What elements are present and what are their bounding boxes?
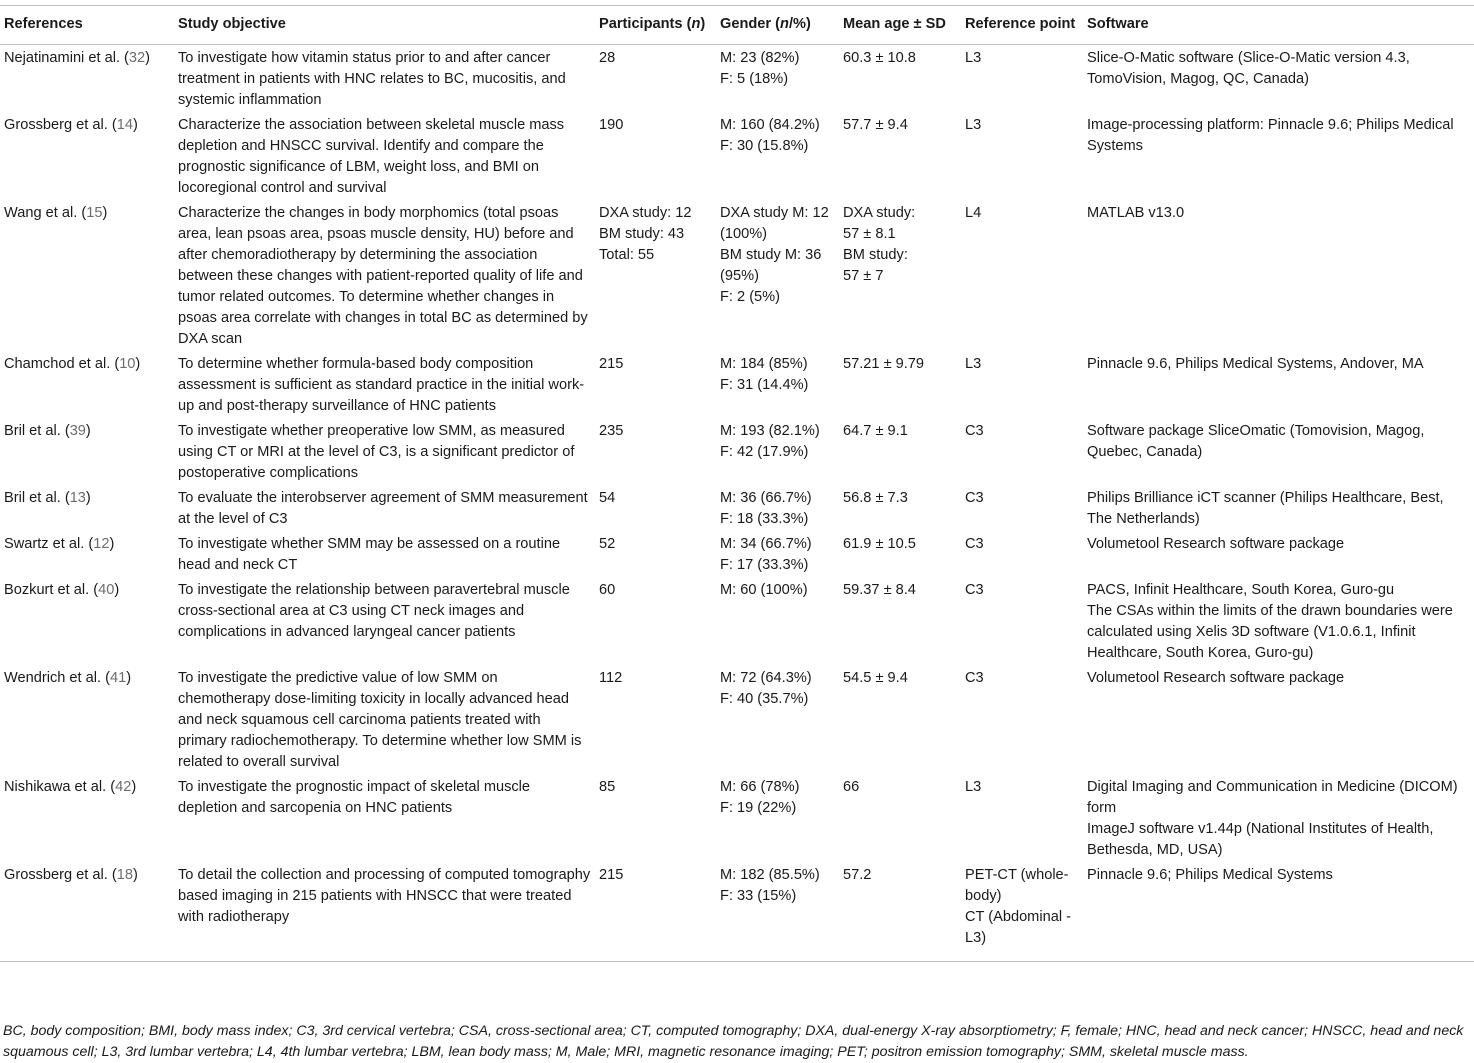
header-mean-age: Mean age ± SD (839, 6, 961, 45)
cell-age (839, 862, 961, 962)
citation-link[interactable]: 41 (109, 670, 127, 686)
author-text: Bril et al. ( (4, 490, 70, 506)
gender-line: M: 72 (64.3%) (720, 670, 812, 686)
cell-study-objective: To evaluate the interobserver agreement of SMM measurement at the level of C3 (178, 490, 588, 527)
reference-point-line: PET-CT (whole-body) (965, 867, 1069, 904)
cell-gender (716, 351, 839, 418)
citation-link[interactable]: 42 (115, 779, 132, 795)
cell-reference-point (961, 200, 1083, 351)
header-gender-n: n (780, 16, 789, 32)
software-line: MATLAB v13.0 (1087, 205, 1185, 221)
participants-line: 54 (599, 490, 616, 506)
cell-software (1083, 45, 1474, 113)
cell-reference (0, 418, 174, 485)
header-reference-point: Reference point (961, 6, 1083, 45)
gender-line: M: 60 (100%) (720, 582, 808, 598)
citation-link[interactable]: 15 (86, 205, 103, 221)
table-row (0, 577, 1474, 665)
author-text: Bozkurt et al. ( (4, 582, 99, 598)
table-body (0, 45, 1474, 962)
table-row (0, 485, 1474, 531)
citation-link[interactable]: 18 (116, 867, 133, 883)
gender-line: F: 40 (35.7%) (720, 691, 809, 707)
software-line: Pinnacle 9.6; Philips Medical Systems (1087, 867, 1333, 883)
software-line: PACS, Infinit Healthcare, South Korea, Guro-gu (1087, 582, 1395, 598)
cell-reference-point (961, 112, 1083, 200)
citation-close: ) (102, 205, 108, 221)
age-line: 61.9 ± 10.5 (843, 536, 916, 552)
cell-study-objective: Characterize the association between skeletal muscle mass depletion and HNSCC survival. Identify and compare the prognostic significance of LBM, weight loss, and BMI on locoregional control and survival (178, 117, 565, 196)
gender-line: M: 182 (85.5%) (720, 867, 820, 883)
reference-point-line: C3 (965, 670, 984, 686)
software-line: Image-processing platform: Pinnacle 9.6; Philips Medical Systems (1087, 117, 1454, 154)
cell-software (1083, 351, 1474, 418)
cell-reference-point (961, 665, 1083, 774)
cell-participants (595, 531, 716, 577)
age-line: DXA study: (843, 205, 916, 221)
cell-study-objective: To investigate the prognostic impact of skeletal muscle depletion and sarcopenia on HNC patients (178, 779, 531, 816)
citation-link[interactable]: 39 (69, 423, 86, 439)
citation-close: ) (131, 779, 137, 795)
gender-line: F: 18 (33.3%) (720, 511, 809, 527)
software-line: Software package SliceOmatic (Tomovision, Magog, Quebec, Canada) (1087, 423, 1425, 460)
software-line: Philips Brilliance iCT scanner (Philips Healthcare, Best, The Netherlands) (1087, 490, 1444, 527)
author-text: Nejatinamini et al. ( (4, 50, 129, 66)
cell-reference (0, 665, 174, 774)
participants-line: 215 (599, 356, 624, 372)
gender-line: F: 2 (5%) (720, 289, 781, 305)
participants-line: Total: 55 (599, 247, 655, 263)
participants-line: 215 (599, 867, 624, 883)
cell-reference (0, 862, 174, 962)
cell-reference (0, 45, 174, 113)
cell-study-objective: To investigate the predictive value of low SMM on chemotherapy dose-limiting toxicity in locally advanced head and neck squamous cell carcinoma patients treated with primary radiochemotherapy. To determine whether low SMM is related to overall survival (178, 670, 582, 770)
citation-close: ) (132, 117, 138, 133)
cell-reference-point (961, 418, 1083, 485)
table-row (0, 418, 1474, 485)
cell-reference (0, 351, 174, 418)
author-text: Bril et al. ( (4, 423, 70, 439)
table-row (0, 862, 1474, 962)
author-text: Grossberg et al. ( (4, 117, 117, 133)
cell-gender (716, 112, 839, 200)
cell-study-objective: To investigate how vitamin status prior to and after cancer treatment in patients with HNC relates to BC, mucositis, and systemic inflammation (178, 50, 566, 108)
citation-link[interactable]: 40 (98, 582, 115, 598)
author-text: Swartz et al. ( (4, 536, 94, 552)
header-references: References (0, 6, 174, 45)
software-line: Digital Imaging and Communication in Medicine (DICOM) form (1087, 779, 1458, 816)
header-gender-close: /%) (788, 16, 811, 32)
age-line: 57.21 ± 9.79 (843, 356, 925, 372)
citation-link[interactable]: 12 (93, 536, 110, 552)
cell-reference-point (961, 351, 1083, 418)
cell-participants (595, 665, 716, 774)
cell-age (839, 200, 961, 351)
cell-reference (0, 531, 174, 577)
citation-link[interactable]: 14 (116, 117, 133, 133)
participants-line: DXA study: 12 (599, 205, 692, 221)
cell-reference-point (961, 45, 1083, 113)
cell-participants (595, 112, 716, 200)
header-row (0, 6, 1474, 45)
cell-reference-point (961, 577, 1083, 665)
reference-point-line: L3 (965, 356, 982, 372)
citation-link[interactable]: 32 (128, 50, 146, 66)
cell-participants (595, 351, 716, 418)
cell-study-objective: To investigate whether SMM may be assessed on a routine head and neck CT (178, 536, 561, 573)
table-row (0, 45, 1474, 113)
header-participants-text: Participants ( (599, 16, 692, 32)
cell-gender (716, 774, 839, 862)
cell-gender (716, 862, 839, 962)
citation-link[interactable]: 13 (69, 490, 86, 506)
table-header (0, 6, 1474, 45)
cell-study-objective: To investigate the relationship between paravertebral muscle cross-sectional area at C3 using CT neck images and complications in advanced laryngeal cancer patients (178, 582, 570, 640)
reference-point-line: C3 (965, 536, 984, 552)
participants-line: 85 (599, 779, 616, 795)
cell-age (839, 485, 961, 531)
participants-line: 235 (599, 423, 624, 439)
gender-line: M: 34 (66.7%) (720, 536, 812, 552)
cell-age (839, 418, 961, 485)
cell-reference-point (961, 862, 1083, 962)
participants-line: BM study: 43 (599, 226, 685, 242)
gender-line: DXA study M: 12 (100%) (720, 205, 829, 242)
age-line: 60.3 ± 10.8 (843, 50, 916, 66)
cell-study-objective: To detail the collection and processing of computed tomography based imaging in 215 patients with HNSCC that were treated with radiotherapy (174, 862, 595, 962)
cell-reference (0, 112, 174, 200)
header-study-objective: Study objective (174, 6, 595, 45)
age-line: 57.2 (843, 867, 872, 883)
cell-age (839, 351, 961, 418)
cell-software (1083, 665, 1474, 774)
author-text: Chamchod et al. ( (4, 356, 120, 372)
gender-line: M: 36 (66.7%) (720, 490, 812, 506)
age-line: 57 ± 7 (843, 268, 884, 284)
citation-close: ) (126, 670, 132, 686)
cell-reference (0, 774, 174, 862)
cell-gender (716, 577, 839, 665)
citation-close: ) (132, 867, 138, 883)
cell-participants (595, 45, 716, 113)
table-row (0, 112, 1474, 200)
table-footnote: BC, body composition; BMI, body mass index; C3, 3rd cervical vertebra; CSA, cross-sectional area; CT, computed tomography; DXA, dual-energy X-ray absorptiometry; F, female; HNC, head and neck cancer; HNSCC, head and neck squamous cell; L3, 3rd lumbar vertebra; L4, 4th lumbar vertebra; LBM, lean body mass; M, Male; MRI, magnetic resonance imaging; PET; positron emission tomography; SMM, skeletal muscle mass. (3, 1023, 1464, 1060)
cell-software (1083, 862, 1474, 962)
studies-table (0, 5, 1474, 962)
software-line: The CSAs within the limits of the drawn boundaries were calculated using Xelis 3D software (V1.0.6.1, Infinit Healthcare, South Korea, Guro-gu) (1087, 603, 1453, 661)
cell-reference-point (961, 485, 1083, 531)
table-row (0, 665, 1474, 774)
software-line: Volumetool Research software package (1087, 670, 1345, 686)
header-participants (595, 6, 716, 45)
software-line: Slice-O-Matic software (Slice-O-Matic version 4.3, TomoVision, Magog, QC, Canada) (1087, 50, 1410, 87)
age-line: BM study: (843, 247, 908, 263)
cell-study-objective: To investigate whether preoperative low SMM, as measured using CT or MRI at the level of C3, is a significant predictor of postoperative complications (178, 423, 575, 481)
gender-line: F: 5 (18%) (720, 71, 789, 87)
cell-software (1083, 774, 1474, 862)
table-row (0, 774, 1474, 862)
gender-line: F: 31 (14.4%) (720, 377, 809, 393)
age-line: 54.5 ± 9.4 (843, 670, 908, 686)
cell-gender (716, 665, 839, 774)
reference-point-line: C3 (965, 423, 984, 439)
header-software: Software (1083, 6, 1474, 45)
cell-age (839, 774, 961, 862)
cell-study-objective: To determine whether formula-based body composition assessment is sufficient as standard practice in the initial work-up and post-therapy surveillance of HNC patients (178, 356, 585, 414)
reference-point-line: CT (Abdominal - L3) (965, 909, 1071, 946)
table-row (0, 531, 1474, 577)
cell-participants (595, 200, 716, 351)
software-line: Volumetool Research software package (1087, 536, 1345, 552)
citation-link[interactable]: 10 (119, 356, 136, 372)
cell-software (1083, 418, 1474, 485)
header-gender-text: Gender ( (720, 16, 781, 32)
cell-software (1083, 112, 1474, 200)
cell-reference (0, 485, 174, 531)
table-row (0, 200, 1474, 351)
header-participants-n: n (691, 16, 701, 32)
software-line: Pinnacle 9.6, Philips Medical Systems, Andover, MA (1087, 356, 1424, 372)
table-row (0, 351, 1474, 418)
gender-line: F: 17 (33.3%) (720, 557, 809, 573)
citation-close: ) (109, 536, 115, 552)
cell-gender (716, 45, 839, 113)
cell-reference (0, 200, 174, 351)
author-text: Wendrich et al. ( (4, 670, 110, 686)
cell-age (839, 577, 961, 665)
participants-line: 28 (599, 50, 616, 66)
cell-age (839, 45, 961, 113)
age-line: 57 ± 8.1 (843, 226, 896, 242)
reference-point-line: C3 (965, 490, 984, 506)
cell-gender (716, 200, 839, 351)
header-participants-close: ) (700, 16, 706, 32)
author-text: Nishikawa et al. ( (4, 779, 116, 795)
cell-participants (595, 862, 716, 962)
cell-gender (716, 531, 839, 577)
gender-line: M: 193 (82.1%) (720, 423, 820, 439)
cell-gender (716, 418, 839, 485)
reference-point-line: L3 (965, 779, 982, 795)
cell-participants (595, 577, 716, 665)
reference-point-line: L4 (965, 205, 982, 221)
reference-point-line: L3 (965, 50, 982, 66)
gender-line: F: 42 (17.9%) (720, 444, 809, 460)
age-line: 56.8 ± 7.3 (843, 490, 908, 506)
gender-line: M: 160 (84.2%) (720, 117, 820, 133)
gender-line: F: 33 (15%) (720, 888, 797, 904)
cell-study-objective: Characterize the changes in body morphomics (total psoas area, lean psoas area, psoas muscle density, HU) before and after chemoradiotherapy by determining the association between these changes with patient-reported quality of life and tumor related outcomes. To determine whether changes in psoas area correlate with changes in total BC as determined by DXA scan (178, 205, 588, 347)
citation-close: ) (145, 50, 151, 66)
header-gender (716, 6, 839, 45)
cell-software (1083, 200, 1474, 351)
gender-line: M: 184 (85%) (720, 356, 808, 372)
age-line: 66 (843, 779, 860, 795)
author-text: Grossberg et al. ( (4, 867, 117, 883)
cell-participants (595, 418, 716, 485)
cell-reference-point (961, 531, 1083, 577)
cell-software (1083, 531, 1474, 577)
age-line: 64.7 ± 9.1 (843, 423, 908, 439)
gender-line: F: 30 (15.8%) (720, 138, 809, 154)
gender-line: M: 66 (78%) (720, 779, 800, 795)
age-line: 57.7 ± 9.4 (843, 117, 908, 133)
cell-participants (595, 774, 716, 862)
age-line: 59.37 ± 8.4 (843, 582, 916, 598)
cell-age (839, 665, 961, 774)
citation-close: ) (85, 490, 91, 506)
reference-point-line: L3 (965, 117, 982, 133)
cell-reference (0, 577, 174, 665)
participants-line: 60 (599, 582, 616, 598)
cell-age (839, 112, 961, 200)
cell-participants (595, 485, 716, 531)
gender-line: BM study M: 36 (95%) (720, 247, 822, 284)
participants-line: 112 (599, 670, 623, 686)
reference-point-line: C3 (965, 582, 984, 598)
citation-close: ) (135, 356, 141, 372)
cell-gender (716, 485, 839, 531)
cell-software (1083, 485, 1474, 531)
citation-close: ) (114, 582, 120, 598)
gender-line: M: 23 (82%) (720, 50, 800, 66)
software-line: ImageJ software v1.44p (National Institutes of Health, Bethesda, MD, USA) (1087, 821, 1434, 858)
citation-close: ) (85, 423, 91, 439)
cell-reference-point (961, 774, 1083, 862)
cell-age (839, 531, 961, 577)
participants-line: 190 (599, 117, 624, 133)
participants-line: 52 (599, 536, 616, 552)
author-text: Wang et al. ( (4, 205, 87, 221)
gender-line: F: 19 (22%) (720, 800, 797, 816)
cell-software (1083, 577, 1474, 665)
